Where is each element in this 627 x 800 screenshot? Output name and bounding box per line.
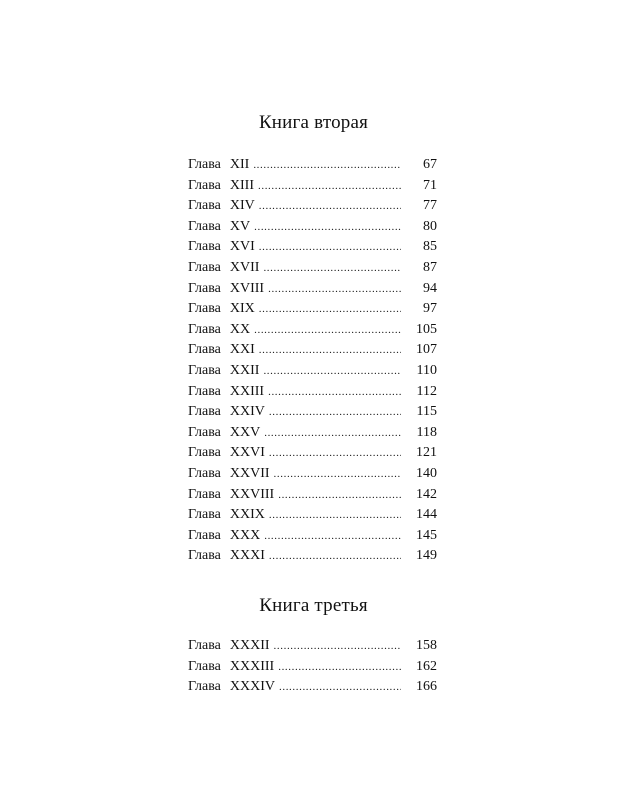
chapter-label: Глава [188, 239, 221, 255]
chapter-label: Глава [188, 383, 221, 399]
chapter-number: XXXIII [229, 658, 275, 674]
chapter-number: XXXI [229, 548, 265, 564]
dot-leader [259, 196, 401, 217]
chapter-label: Глава [188, 445, 221, 461]
chapter-label: Глава [188, 157, 221, 172]
dot-leader [278, 485, 401, 506]
toc-entry [188, 443, 437, 464]
chapter-number: XX [229, 321, 251, 337]
toc-entry [188, 237, 437, 258]
toc-entry [188, 382, 437, 403]
page-number: 115 [416, 404, 437, 420]
page-number: 71 [423, 177, 437, 193]
toc-entry [188, 279, 437, 300]
chapter-label: Глава [188, 679, 221, 695]
chapter-number: XVII [229, 259, 260, 275]
dot-leader [268, 382, 401, 403]
dot-leader [274, 636, 401, 657]
toc-entry [188, 485, 437, 506]
page-number: 149 [416, 548, 437, 564]
chapter-number: XXI [229, 342, 255, 358]
toc-entry [188, 657, 437, 678]
chapter-label: Глава [188, 527, 221, 543]
dot-leader [268, 279, 401, 300]
dot-leader [269, 402, 401, 423]
dot-leader [264, 526, 401, 547]
toc-entry [188, 258, 437, 279]
toc-entry [188, 340, 437, 361]
chapter-number: XIV [229, 198, 255, 214]
page-number: 144 [416, 507, 437, 523]
dot-leader [254, 217, 401, 238]
chapter-number: XXV [229, 424, 261, 440]
page-number: 142 [416, 486, 437, 502]
chapter-label: Глава [188, 177, 221, 193]
chapter-number: XXII [229, 362, 260, 378]
chapter-number: XXVI [229, 445, 265, 461]
toc-entry [188, 505, 437, 526]
dot-leader [269, 505, 401, 526]
page-number: 112 [416, 383, 437, 399]
dot-leader [278, 657, 401, 678]
chapter-label: Глава [188, 259, 221, 275]
chapter-label: Глава [188, 658, 221, 674]
toc-entry [188, 299, 437, 320]
dot-leader [274, 464, 401, 485]
toc-entry [188, 464, 437, 485]
toc-book-three [188, 636, 437, 698]
book-three-title: Книга третья [259, 595, 368, 616]
chapter-number: XXIII [229, 383, 265, 399]
book-two-title: Книга вторая [258, 112, 369, 133]
chapter-label: Глава [188, 301, 221, 317]
page-number: 110 [416, 362, 437, 378]
chapter-number: XIII [229, 177, 254, 193]
chapter-label: Глава [188, 548, 221, 564]
chapter-number: XXVII [229, 465, 270, 481]
chapter-label: Глава [188, 486, 221, 502]
dot-leader [254, 320, 401, 341]
page-number: 94 [423, 280, 437, 296]
chapter-label: Глава [188, 342, 221, 358]
chapter-number: XXIX [229, 507, 265, 523]
chapter-number: XXX [229, 527, 261, 543]
chapter-label: Глава [188, 198, 221, 214]
toc-entry [188, 526, 437, 547]
chapter-label: Глава [188, 218, 221, 234]
page-number: 118 [416, 424, 437, 440]
toc-entry [188, 361, 437, 382]
chapter-number: XVI [229, 239, 255, 255]
chapter-label: Глава [188, 638, 221, 653]
page-number: 80 [423, 218, 437, 234]
dot-leader [263, 258, 401, 279]
dot-leader [258, 176, 401, 197]
chapter-label: Глава [188, 280, 221, 296]
page-number: 158 [416, 638, 437, 653]
chapter-label: Глава [188, 465, 221, 481]
toc-entry [188, 636, 437, 657]
page-number: 85 [423, 239, 437, 255]
toc-entry [188, 176, 437, 197]
dot-leader [264, 423, 401, 444]
chapter-number: XIX [229, 301, 255, 317]
chapter-label: Глава [188, 424, 221, 440]
toc-entry [188, 402, 437, 423]
page-number: 140 [416, 465, 437, 481]
chapter-number: XV [229, 218, 251, 234]
chapter-number: XII [229, 157, 250, 172]
chapter-number: XVIII [229, 280, 265, 296]
page-number: 121 [416, 445, 437, 461]
dot-leader [259, 237, 401, 258]
chapter-number: XXXII [229, 638, 270, 653]
chapter-label: Глава [188, 362, 221, 378]
chapter-number: XXVIII [229, 486, 275, 502]
toc-entry [188, 677, 437, 698]
page-number: 87 [423, 259, 437, 275]
page-number: 166 [416, 679, 437, 695]
toc-entry [188, 196, 437, 217]
toc-entry [188, 155, 437, 176]
chapter-label: Глава [188, 507, 221, 523]
chapter-label: Глава [188, 404, 221, 420]
toc-entry [188, 546, 437, 567]
toc-entry [188, 217, 437, 238]
page-number: 105 [416, 321, 437, 337]
chapter-label: Глава [188, 321, 221, 337]
dot-leader [279, 677, 401, 698]
page-number: 145 [416, 527, 437, 543]
page-number: 107 [416, 342, 437, 358]
dot-leader [269, 443, 401, 464]
chapter-number: XXXIV [229, 679, 275, 695]
dot-leader [263, 361, 401, 382]
page-number: 67 [423, 157, 437, 172]
dot-leader [259, 340, 401, 361]
page-number: 97 [423, 301, 437, 317]
page-number: 77 [423, 198, 437, 214]
toc-entry [188, 320, 437, 341]
dot-leader [253, 155, 401, 176]
toc-book-two [188, 155, 437, 567]
dot-leader [269, 546, 401, 567]
page-number: 162 [416, 658, 437, 674]
chapter-number: XXIV [229, 404, 265, 420]
dot-leader [259, 299, 401, 320]
toc-entry [188, 423, 437, 444]
